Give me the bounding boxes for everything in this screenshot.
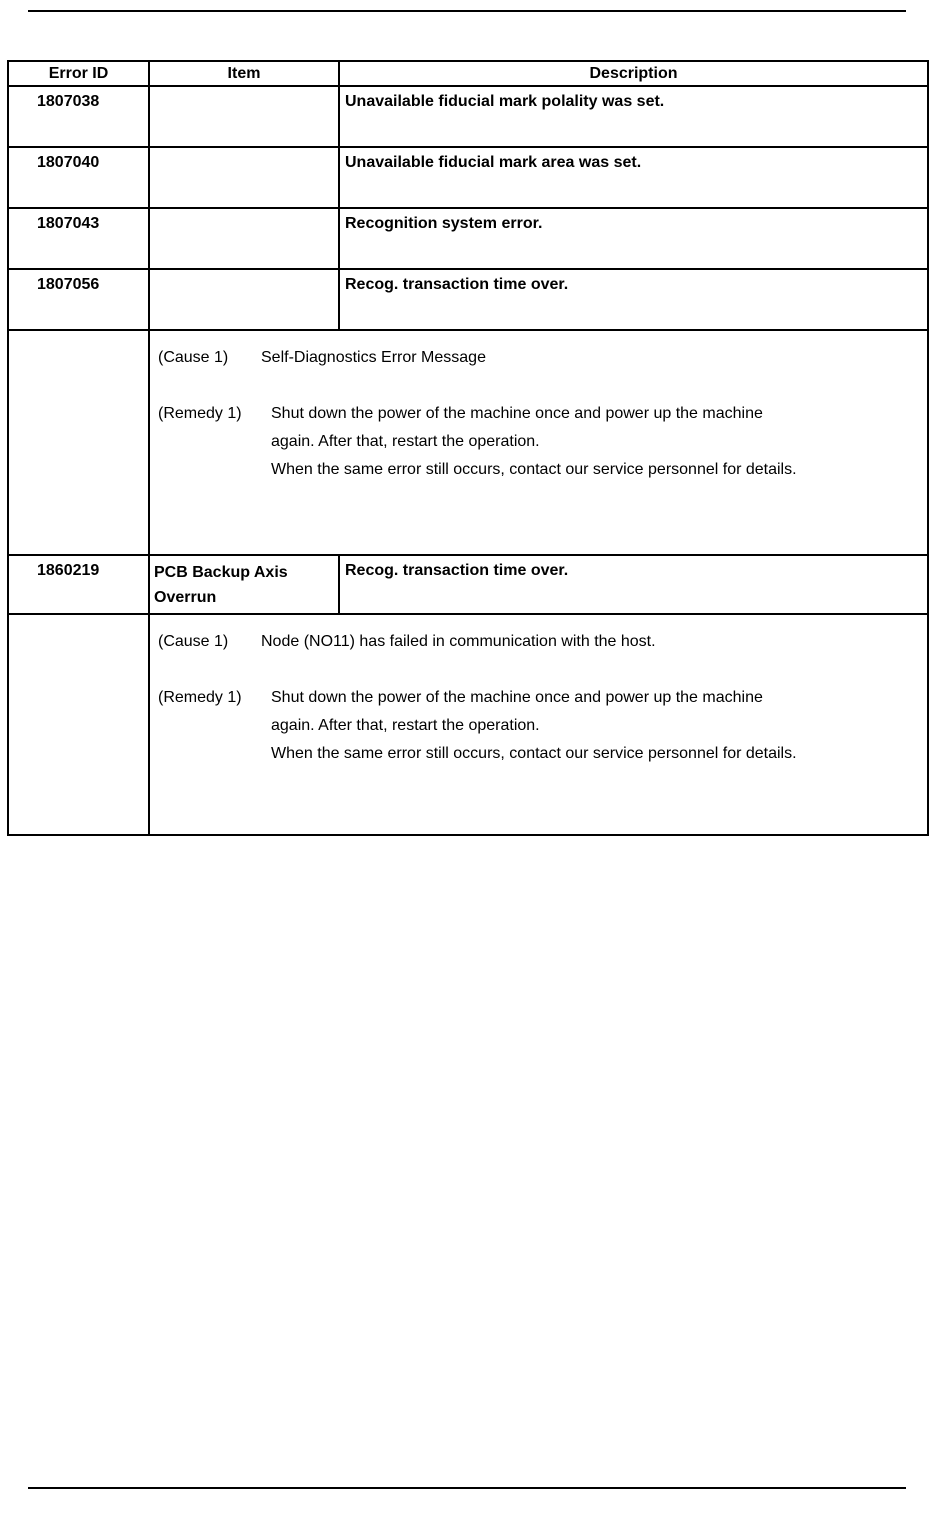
cause-text: Node (NO11) has failed in communication with the host. [261, 633, 656, 650]
remedy-line [158, 684, 923, 768]
bottom-horizontal-rule [28, 1487, 906, 1489]
table-row [8, 147, 928, 208]
error-id-cell: 1807040 [8, 147, 149, 208]
cause-line [158, 344, 923, 372]
description-cell: Unavailable fiducial mark polality was set. [339, 86, 928, 147]
cause-remedy-cell [149, 330, 928, 555]
cause-label: (Cause 1) [158, 633, 229, 650]
note-gap [158, 656, 923, 684]
note-row [8, 330, 928, 555]
remedy-text-line: again. After that, restart the operation. [271, 433, 540, 450]
table-row [8, 208, 928, 269]
remedy-line [158, 400, 923, 484]
cause-remedy-cell [149, 614, 928, 835]
remedy-text [271, 684, 923, 768]
table-row [8, 269, 928, 330]
error-id-cell: 1860219 [8, 555, 149, 614]
header-description: Description [339, 61, 928, 86]
description-cell: Recog. transaction time over. [339, 555, 928, 614]
error-table [7, 60, 929, 836]
empty-id-cell [8, 330, 149, 555]
cause-text: Self-Diagnostics Error Message [261, 349, 486, 366]
remedy-text-line: When the same error still occurs, contact our service personnel for details. [271, 461, 797, 478]
error-id-cell: 1807038 [8, 86, 149, 147]
error-id-cell: 1807043 [8, 208, 149, 269]
item-cell: PCB Backup Axis Overrun [149, 555, 339, 614]
description-cell: Unavailable fiducial mark area was set. [339, 147, 928, 208]
cause-label: (Cause 1) [158, 349, 229, 366]
remedy-text-line: Shut down the power of the machine once and power up the machine [271, 689, 763, 706]
remedy-label: (Remedy 1) [158, 405, 242, 422]
remedy-text-line: again. After that, restart the operation. [271, 717, 540, 734]
empty-id-cell [8, 614, 149, 835]
error-id-cell: 1807056 [8, 269, 149, 330]
note-row [8, 614, 928, 835]
description-cell: Recognition system error. [339, 208, 928, 269]
remedy-text [271, 400, 923, 484]
item-cell [149, 208, 339, 269]
remedy-text-line: When the same error still occurs, contact our service personnel for details. [271, 745, 797, 762]
table-row [8, 86, 928, 147]
top-horizontal-rule [28, 10, 906, 12]
description-cell: Recog. transaction time over. [339, 269, 928, 330]
item-cell [149, 147, 339, 208]
remedy-text-line: Shut down the power of the machine once and power up the machine [271, 405, 763, 422]
table-header-row [8, 61, 928, 86]
header-error-id: Error ID [8, 61, 149, 86]
item-cell [149, 269, 339, 330]
table-row [8, 555, 928, 614]
item-cell [149, 86, 339, 147]
note-gap [158, 372, 923, 400]
header-item: Item [149, 61, 339, 86]
cause-line [158, 628, 923, 656]
remedy-label: (Remedy 1) [158, 689, 242, 706]
